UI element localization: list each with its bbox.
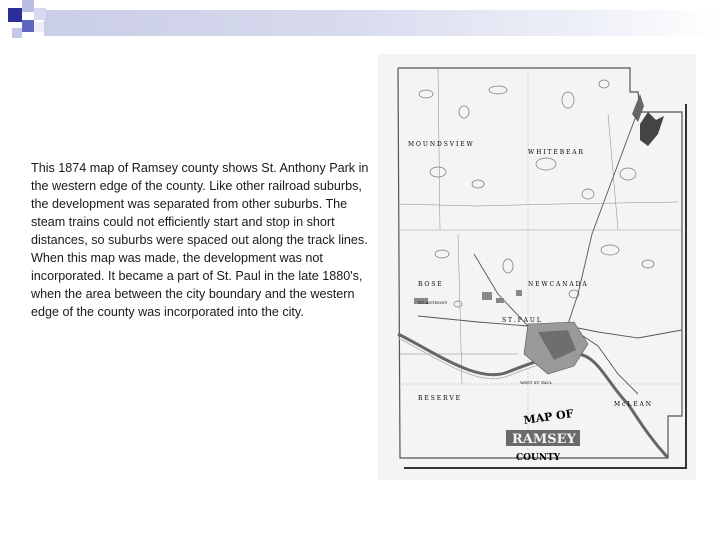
decorative-square xyxy=(12,28,22,38)
label-reserve: R E S E R V E xyxy=(418,395,461,402)
decorative-square xyxy=(8,8,22,22)
decorative-square xyxy=(34,8,46,20)
label-new-canada: N E W C A N A D A xyxy=(528,281,587,288)
label-mounds-view: M O U N D S V I E W xyxy=(408,141,473,148)
decorative-square xyxy=(22,20,34,32)
decorative-square xyxy=(22,0,34,12)
title-map-of: MAP OF xyxy=(522,407,575,427)
label-mclean: M c L E A N xyxy=(614,401,651,408)
title-bar-gradient xyxy=(44,10,720,36)
label-west-st-paul: WEST ST. PAUL xyxy=(520,380,553,385)
label-rose: R O S E xyxy=(418,281,442,288)
decorative-square xyxy=(34,22,44,32)
title-county: COUNTY xyxy=(516,453,561,463)
label-st-paul: S T . P A U L xyxy=(502,317,541,324)
label-st-anthony: ST. ANTHONY xyxy=(418,300,448,305)
title-ramsey: RAMSEY xyxy=(512,432,576,447)
slide-decoration xyxy=(0,0,720,60)
slide-caption: This 1874 map of Ramsey county shows St. Anthony Park in the western edge of the county. Like other railroad suburbs, the development was separated from other suburbs. The steam trains could not efficiently start and stop in short distances, so suburbs were spaced out along the track lines. When this map was made, the development was not incorporated. It became a part of St. Paul in the late 1880's, when the area between the city boundary and the western edge of the county was incorporated into the city. xyxy=(31,161,369,319)
ramsey-county-map xyxy=(378,54,696,480)
label-white-bear: W H I T E B E A R xyxy=(528,149,584,156)
